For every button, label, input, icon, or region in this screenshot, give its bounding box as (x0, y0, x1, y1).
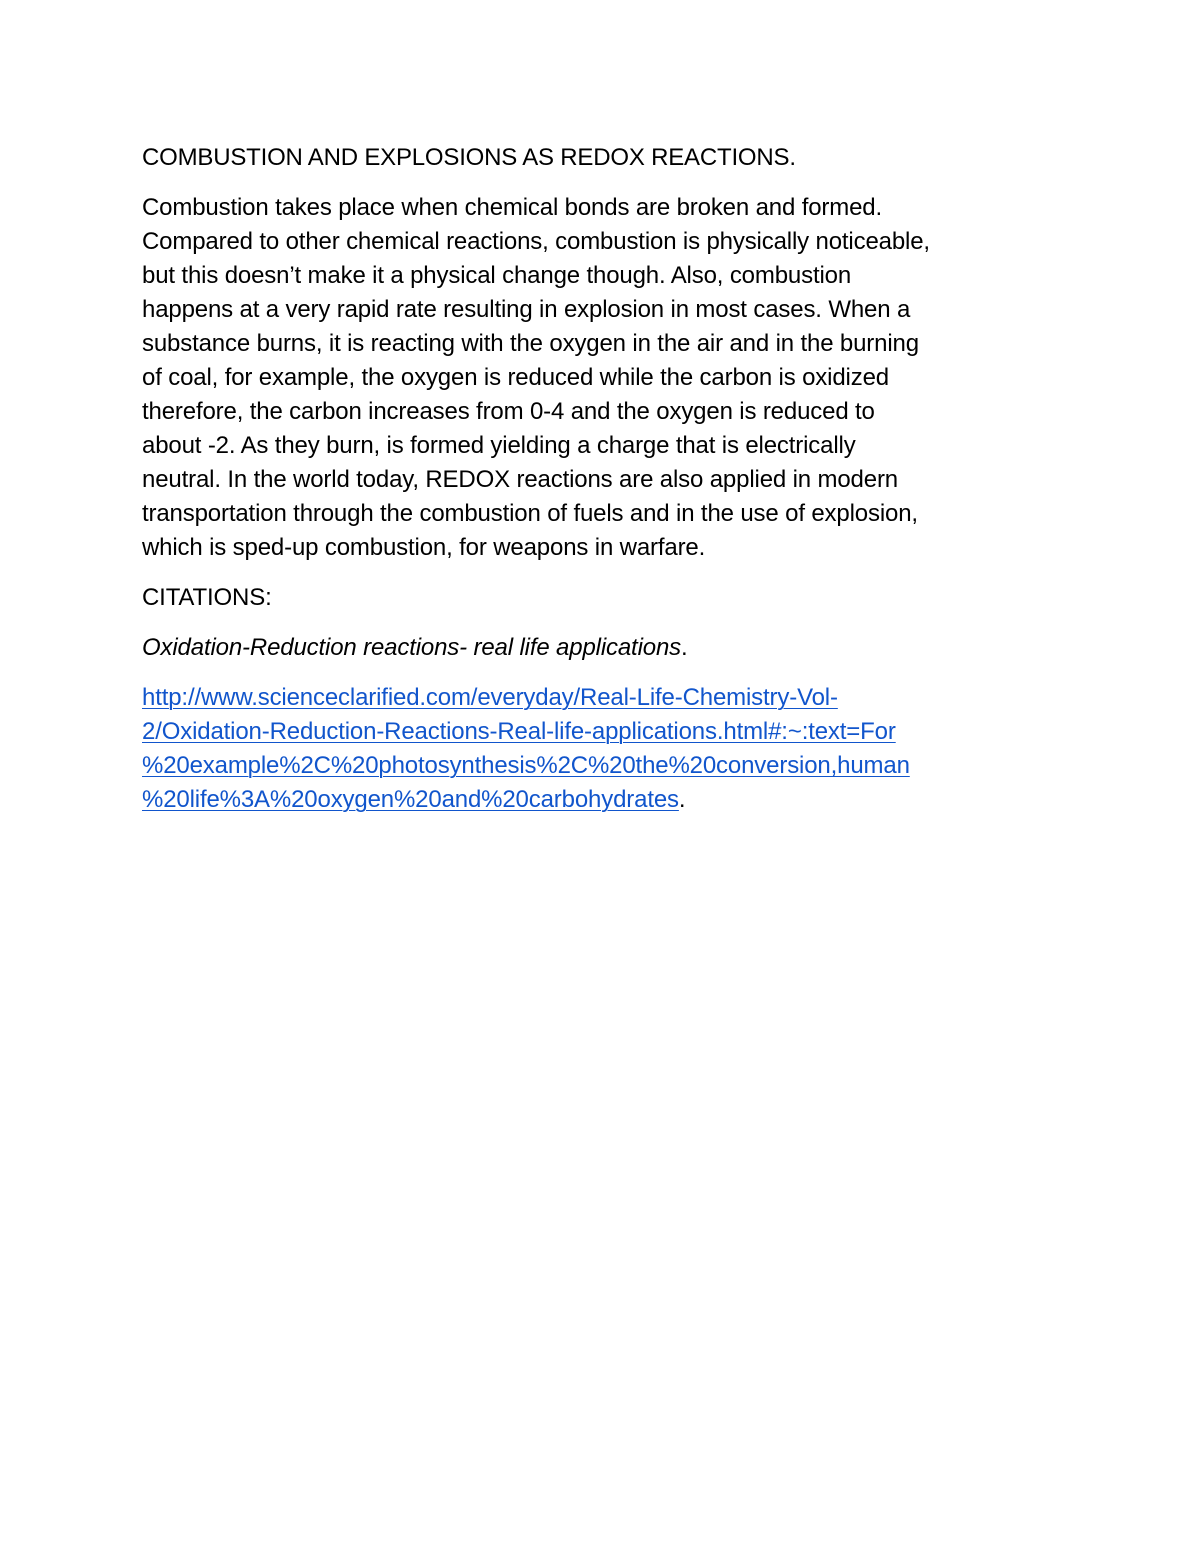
citation-link-line (142, 749, 1060, 783)
citation-title-line (142, 631, 1060, 665)
body-line: Combustion takes place when chemical bonds are broken and formed. (142, 194, 883, 221)
citation-link[interactable]: http://www.scienceclarified.com/everyday/Real-Life-Chemistry-Vol- (142, 684, 838, 711)
citation-link-line (142, 715, 1060, 749)
citation-link[interactable]: 2/Oxidation-Reduction-Reactions-Real-life-applications.html#:~:text=For (142, 718, 896, 745)
body-line: substance burns, it is reacting with the oxygen in the air and in the burning (142, 330, 919, 357)
body-line: which is sped-up combustion, for weapons in warfare. (142, 534, 706, 561)
body-line: happens at a very rapid rate resulting in explosion in most cases. When a (142, 296, 911, 323)
body-line: neutral. In the world today, REDOX reactions are also applied in modern (142, 466, 898, 493)
body-paragraph (142, 191, 1060, 565)
citation-title: Oxidation-Reduction reactions- real life applications (142, 634, 681, 661)
body-line: therefore, the carbon increases from 0-4 and the oxygen is reduced to (142, 398, 875, 425)
document-heading: COMBUSTION AND EXPLOSIONS AS REDOX REACTIONS. (142, 144, 796, 171)
citation-link[interactable]: %20example%2C%20photosynthesis%2C%20the%20conversion,human (142, 752, 910, 779)
citation-link-period: . (678, 786, 686, 813)
body-line: of coal, for example, the oxygen is reduced while the carbon is oxidized (142, 364, 889, 391)
body-line: transportation through the combustion of fuels and in the use of explosion, (142, 500, 918, 527)
body-line: Compared to other chemical reactions, combustion is physically noticeable, (142, 228, 930, 255)
citation-link-block (142, 681, 1060, 817)
citation-link[interactable]: %20life%3A%20oxygen%20and%20carbohydrates (142, 786, 679, 813)
citations-label: CITATIONS: (142, 584, 272, 611)
citation-link-line (142, 783, 1060, 817)
citation-title-period: . (681, 634, 688, 661)
body-line: about -2. As they burn, is formed yielding a charge that is electrically (142, 432, 856, 459)
citation-link-line (142, 681, 1060, 715)
body-line: but this doesn’t make it a physical change though. Also, combustion (142, 262, 852, 289)
